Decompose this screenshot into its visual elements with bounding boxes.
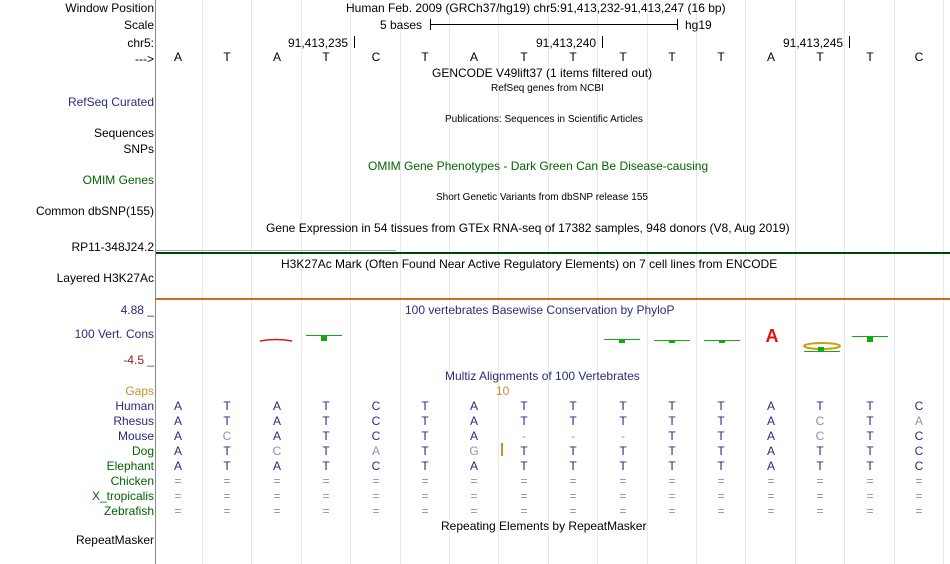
column-grid-line <box>400 0 401 564</box>
reference-base: A <box>766 50 775 64</box>
alignment-base: T <box>619 444 627 458</box>
alignment-base: T <box>322 444 330 458</box>
reference-base: A <box>272 50 281 64</box>
alignment-base: = <box>520 504 528 518</box>
alignment-base: T <box>668 459 676 473</box>
scale-genome-text: hg19 <box>685 18 712 32</box>
alignment-base: A <box>469 459 478 473</box>
alignment-base: = <box>322 489 330 503</box>
coordinate-tick <box>354 36 355 48</box>
alignment-base: T <box>421 414 429 428</box>
alignment-base: = <box>866 504 874 518</box>
alignment-base: A <box>173 414 182 428</box>
alignment-base: T <box>569 414 577 428</box>
label-cons[interactable]: 100 Vert. Cons <box>74 327 154 341</box>
reference-base: T <box>223 50 231 64</box>
alignment-base: T <box>520 399 528 413</box>
alignment-base: T <box>866 444 874 458</box>
gtex-track-title[interactable]: Gene Expression in 54 tissues from GTEx RNA-seq of 17382 samples, 948 donors (V8, Aug 2019) <box>266 221 790 235</box>
reference-base: T <box>322 50 330 64</box>
reference-base: T <box>569 50 577 64</box>
svg-text:A: A <box>765 326 779 346</box>
reference-base: T <box>520 50 528 64</box>
label-window-position: Window Position <box>65 1 154 15</box>
alignment-base: T <box>569 444 577 458</box>
alignment-base: T <box>223 414 231 428</box>
label-chr: chr5: <box>127 36 154 50</box>
alignment-base: T <box>520 414 528 428</box>
reference-base: C <box>371 50 381 64</box>
alignment-base: C <box>914 444 924 458</box>
label-h3k27ac[interactable]: Layered H3K27Ac <box>56 271 154 285</box>
label-snps[interactable]: SNPs <box>123 142 154 156</box>
alignment-base: T <box>866 429 874 443</box>
alignment-base: A <box>173 399 182 413</box>
gap-count-label: 10 <box>496 384 510 398</box>
alignment-base: = <box>915 474 923 488</box>
alignment-base: - <box>621 429 625 443</box>
alignment-base: = <box>223 489 231 503</box>
label-repeatmasker[interactable]: RepeatMasker <box>75 533 154 547</box>
species-label-rhesus[interactable]: Rhesus <box>113 414 154 428</box>
alignment-base: = <box>717 474 725 488</box>
alignment-base: = <box>569 504 577 518</box>
gencode-track-title[interactable]: GENCODE V49lift37 (1 items filtered out) <box>432 66 653 80</box>
alignment-base: = <box>767 474 775 488</box>
scale-bar-left-tick <box>430 19 431 30</box>
alignment-base: = <box>273 489 281 503</box>
species-label-x_tropicalis[interactable]: X_tropicalis <box>91 489 154 503</box>
alignment-base: A <box>173 444 182 458</box>
reference-base: T <box>816 50 824 64</box>
alignment-base: = <box>816 474 824 488</box>
reference-base: C <box>914 50 924 64</box>
alignment-base: T <box>717 399 725 413</box>
alignment-base: = <box>668 489 676 503</box>
species-label-zebrafish[interactable]: Zebrafish <box>103 504 154 518</box>
alignment-base: = <box>372 504 380 518</box>
alignment-base: C <box>371 399 381 413</box>
alignment-base: = <box>767 489 775 503</box>
alignment-base: = <box>668 504 676 518</box>
alignment-base: = <box>668 474 676 488</box>
coordinate-label: 91,413,235 <box>288 36 349 50</box>
scale-bar-text: 5 bases <box>380 18 423 32</box>
species-label-human[interactable]: Human <box>115 399 154 413</box>
alignment-base: T <box>816 399 824 413</box>
alignment-base: T <box>816 444 824 458</box>
species-label-elephant[interactable]: Elephant <box>106 459 154 473</box>
alignment-base: G <box>469 444 479 458</box>
column-grid-line <box>745 0 746 564</box>
alignment-base: = <box>520 489 528 503</box>
alignment-base: T <box>223 459 231 473</box>
alignment-base: = <box>223 504 231 518</box>
insertion-marker[interactable] <box>501 443 503 456</box>
alignment-base: T <box>668 444 676 458</box>
alignment-base: A <box>469 429 478 443</box>
alignment-base: A <box>173 459 182 473</box>
omim-track-title[interactable]: OMIM Gene Phenotypes - Dark Green Can Be Disease-causing <box>368 159 709 173</box>
alignment-base: T <box>322 429 330 443</box>
alignment-base: = <box>322 474 330 488</box>
alignment-base: C <box>914 459 924 473</box>
column-grid-line <box>251 0 252 564</box>
species-label-chicken[interactable]: Chicken <box>110 474 154 488</box>
alignment-base: A <box>766 414 775 428</box>
alignment-base: T <box>717 414 725 428</box>
alignment-base: A <box>272 459 281 473</box>
alignment-base: - <box>571 429 575 443</box>
alignment-base: = <box>174 474 182 488</box>
alignment-base: C <box>815 429 825 443</box>
alignment-base: T <box>322 414 330 428</box>
alignment-base: A <box>766 444 775 458</box>
alignment-base: A <box>914 414 923 428</box>
alignment-base: T <box>717 429 725 443</box>
alignment-base: T <box>520 459 528 473</box>
alignment-base: T <box>619 414 627 428</box>
alignment-base: C <box>371 414 381 428</box>
alignment-base: = <box>619 489 627 503</box>
alignment-base: A <box>272 429 281 443</box>
alignment-base: T <box>717 444 725 458</box>
alignment-base: A <box>173 429 182 443</box>
publications-track-title[interactable]: Publications: Sequences in Scientific Articles <box>445 114 643 125</box>
dbsnp-track-title[interactable]: Short Genetic Variants from dbSNP release 155 <box>436 192 648 203</box>
alignment-base: = <box>372 474 380 488</box>
alignment-base: = <box>619 474 627 488</box>
column-grid-line <box>696 0 697 564</box>
label-cons-max: 4.88 _ <box>120 303 154 317</box>
alignment-base: T <box>322 459 330 473</box>
alignment-base: = <box>421 504 429 518</box>
alignment-base: = <box>569 489 577 503</box>
orange-separator-line <box>156 298 950 300</box>
alignment-base: T <box>668 429 676 443</box>
conservation-plot <box>156 326 950 356</box>
column-grid-line <box>894 0 895 564</box>
label-sequences[interactable]: Sequences <box>93 126 154 140</box>
alignment-base: T <box>816 459 824 473</box>
reference-base: A <box>173 50 182 64</box>
alignment-base: A <box>766 429 775 443</box>
alignment-base: A <box>469 399 478 413</box>
alignment-base: T <box>421 459 429 473</box>
alignment-base: T <box>223 444 231 458</box>
alignment-base: = <box>619 504 627 518</box>
column-grid-line <box>202 0 203 564</box>
label-refseq[interactable]: RefSeq Curated <box>67 95 154 109</box>
alignment-base: = <box>174 504 182 518</box>
alignment-base: T <box>520 444 528 458</box>
reference-base: T <box>668 50 676 64</box>
alignment-base: = <box>717 489 725 503</box>
gtex-baseline <box>156 250 396 251</box>
alignment-base: = <box>816 489 824 503</box>
alignment-base: C <box>222 429 232 443</box>
reference-base: T <box>866 50 874 64</box>
alignment-base: = <box>520 474 528 488</box>
alignment-base: T <box>668 399 676 413</box>
label-strand[interactable]: ---> <box>135 52 154 66</box>
alignment-base: = <box>273 474 281 488</box>
alignment-base: T <box>223 399 231 413</box>
alignment-base: = <box>866 489 874 503</box>
coordinate-tick <box>602 36 603 48</box>
label-divider <box>155 0 156 564</box>
alignment-base: = <box>273 504 281 518</box>
alignment-base: T <box>717 459 725 473</box>
species-label-mouse[interactable]: Mouse <box>117 429 154 443</box>
alignment-base: T <box>569 459 577 473</box>
alignment-base: T <box>619 399 627 413</box>
scale-bar-right-tick <box>677 19 678 30</box>
alignment-base: = <box>816 504 824 518</box>
phylop-track-title[interactable]: 100 vertebrates Basewise Conservation by PhyloP <box>405 303 675 317</box>
alignment-base: A <box>272 414 281 428</box>
column-grid-line <box>795 0 796 564</box>
alignment-base: = <box>223 474 231 488</box>
alignment-base: = <box>767 504 775 518</box>
label-gaps[interactable]: Gaps <box>125 384 154 398</box>
reference-base: T <box>619 50 627 64</box>
alignment-base: = <box>915 504 923 518</box>
alignment-base: - <box>522 429 526 443</box>
alignment-base: = <box>322 504 330 518</box>
alignment-base: = <box>569 474 577 488</box>
label-dbsnp[interactable]: Common dbSNP(155) <box>35 204 154 218</box>
alignment-base: A <box>766 459 775 473</box>
column-grid-line <box>301 0 302 564</box>
scale-bar <box>430 24 677 25</box>
label-cons-min: -4.5 _ <box>123 353 154 367</box>
alignment-base: C <box>272 444 282 458</box>
reference-base: A <box>469 50 478 64</box>
reference-base: T <box>421 50 429 64</box>
refseq-track-title[interactable]: RefSeq genes from NCBI <box>491 83 604 94</box>
alignment-base: T <box>421 444 429 458</box>
reference-base: T <box>717 50 725 64</box>
alignment-base: A <box>371 444 380 458</box>
alignment-base: T <box>322 399 330 413</box>
repeatmasker-track-title[interactable]: Repeating Elements by RepeatMasker <box>441 519 647 533</box>
alignment-base: = <box>470 489 478 503</box>
column-grid-line <box>844 0 845 564</box>
coordinate-label: 91,413,240 <box>536 36 597 50</box>
alignment-base: C <box>914 429 924 443</box>
column-grid-line <box>350 0 351 564</box>
alignment-base: T <box>421 399 429 413</box>
alignment-base: = <box>421 474 429 488</box>
alignment-base: = <box>915 489 923 503</box>
alignment-base: T <box>619 459 627 473</box>
alignment-base: C <box>371 429 381 443</box>
column-grid-line <box>647 0 648 564</box>
alignment-base: T <box>569 399 577 413</box>
alignment-base: T <box>866 414 874 428</box>
alignment-base: = <box>470 474 478 488</box>
h3k27ac-track-title[interactable]: H3K27Ac Mark (Often Found Near Active Regulatory Elements) on 7 cell lines from ENCODE <box>281 257 778 271</box>
alignment-base: = <box>174 489 182 503</box>
alignment-base: = <box>866 474 874 488</box>
alignment-base: A <box>469 414 478 428</box>
alignment-base: T <box>421 429 429 443</box>
alignment-base: = <box>421 489 429 503</box>
label-rp11[interactable]: RP11-348J24.2 <box>71 240 154 254</box>
alignment-base: = <box>470 504 478 518</box>
label-omim[interactable]: OMIM Genes <box>82 173 154 187</box>
alignment-base: T <box>668 414 676 428</box>
alignment-base: T <box>866 399 874 413</box>
alignment-base: T <box>866 459 874 473</box>
coordinate-tick <box>849 36 850 48</box>
alignment-base: A <box>766 399 775 413</box>
window-position-text: Human Feb. 2009 (GRCh37/hg19) chr5:91,413,232-91,413,247 (16 bp) <box>346 1 726 15</box>
alignment-base: = <box>717 504 725 518</box>
green-separator-line <box>156 252 950 254</box>
multiz-track-title[interactable]: Multiz Alignments of 100 Vertebrates <box>445 369 640 383</box>
column-grid-line <box>449 0 450 564</box>
alignment-base: C <box>815 414 825 428</box>
alignment-base: C <box>371 459 381 473</box>
alignment-base: C <box>914 399 924 413</box>
label-scale: Scale <box>123 18 154 32</box>
alignment-base: = <box>372 489 380 503</box>
column-grid-line <box>943 0 944 564</box>
alignment-base: A <box>272 399 281 413</box>
coordinate-label: 91,413,245 <box>783 36 844 50</box>
species-label-dog[interactable]: Dog <box>131 444 154 458</box>
